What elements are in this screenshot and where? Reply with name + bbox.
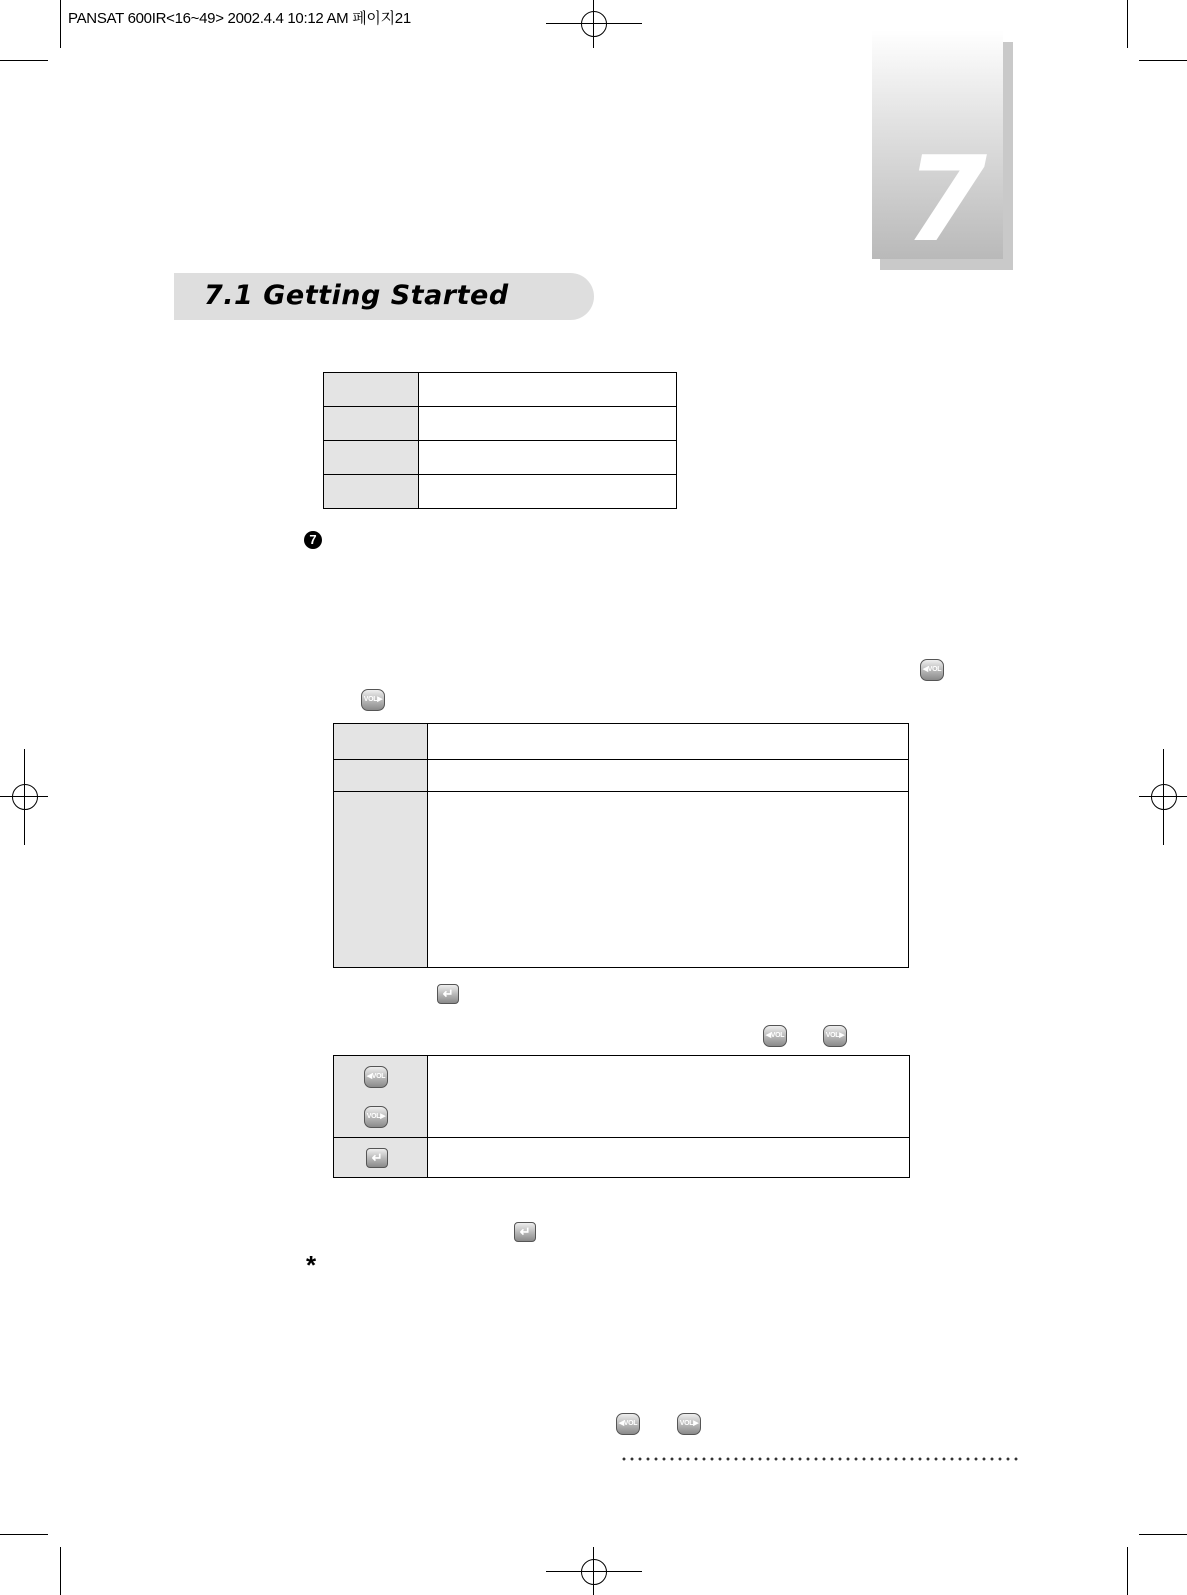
button-function-table — [333, 1055, 910, 1178]
vol-right-icon: VOL▶ — [823, 1025, 847, 1047]
enter-icon: ↵ — [366, 1148, 388, 1168]
info-table-2 — [333, 723, 909, 968]
note-asterisk: * — [306, 1250, 317, 1280]
section-title: 7.1 Getting Started — [204, 280, 509, 311]
vol-left-icon: ◀VOL — [920, 659, 944, 681]
vol-left-icon: ◀VOL — [364, 1066, 388, 1088]
dotted-rule — [620, 1457, 1018, 1461]
vol-left-icon: ◀VOL — [616, 1413, 640, 1435]
chapter-number: 7 — [905, 130, 988, 268]
vol-right-icon: VOL▶ — [361, 689, 385, 711]
info-table-1 — [323, 372, 677, 509]
enter-icon: ↵ — [514, 1222, 536, 1242]
step-number-bullet: 7 — [304, 531, 322, 549]
print-header: PANSAT 600IR<16~49> 2002.4.4 10:12 AM 페이지21 — [68, 10, 411, 27]
vol-right-icon: VOL▶ — [677, 1413, 701, 1435]
vol-right-icon: VOL▶ — [364, 1106, 388, 1128]
enter-icon: ↵ — [437, 984, 459, 1004]
vol-left-icon: ◀VOL — [763, 1025, 787, 1047]
